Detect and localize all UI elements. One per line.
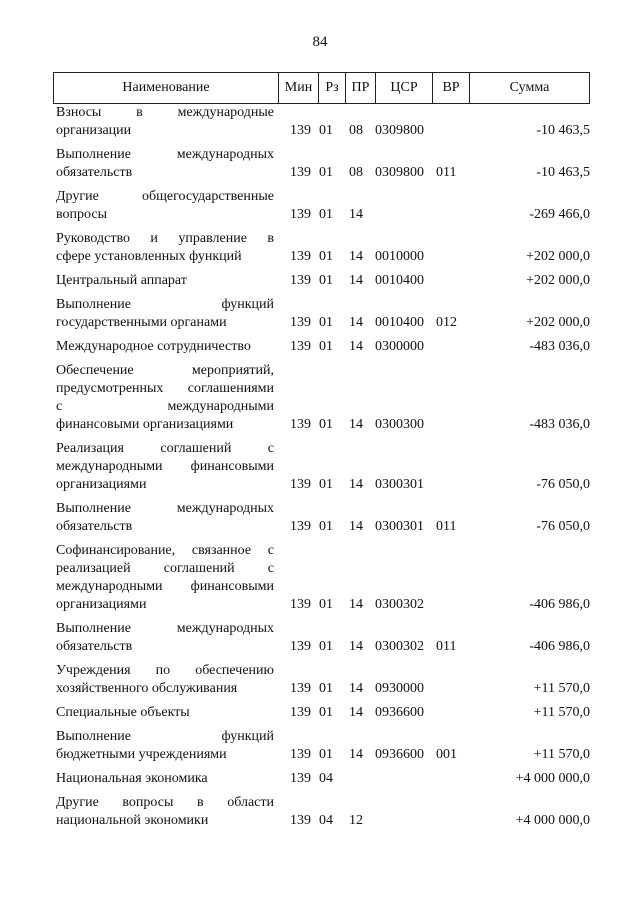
cell-csr: 0300000	[375, 339, 424, 354]
cell-rz: 01	[319, 249, 333, 264]
cell-min: 139	[290, 207, 311, 222]
table-row	[56, 296, 590, 332]
cell-min: 139	[290, 519, 311, 534]
row-name-line: Международное сотрудничество	[56, 339, 251, 354]
row-name-line: Национальная экономика	[56, 771, 208, 786]
row-name	[56, 542, 274, 614]
row-name-line: Выполнение функций	[56, 297, 274, 312]
cell-csr: 0010400	[375, 315, 424, 330]
cell-sum: -483 036,0	[529, 417, 590, 432]
row-name	[56, 104, 274, 140]
table-row	[56, 338, 590, 356]
cell-rz: 01	[319, 165, 333, 180]
table-row	[56, 620, 590, 656]
row-name	[56, 440, 274, 494]
header-pr: ПР	[345, 72, 375, 104]
cell-pr: 14	[349, 273, 363, 288]
cell-pr: 14	[349, 207, 363, 222]
cell-pr: 14	[349, 315, 363, 330]
cell-min: 139	[290, 705, 311, 720]
row-name	[56, 500, 274, 536]
cell-csr: 0309800	[375, 123, 424, 138]
table-row	[56, 146, 590, 182]
cell-sum: -269 466,0	[529, 207, 590, 222]
cell-csr: 0300301	[375, 519, 424, 534]
row-name-line: государственными органами	[56, 315, 227, 330]
cell-pr: 14	[349, 339, 363, 354]
cell-min: 139	[290, 123, 311, 138]
cell-rz: 01	[319, 747, 333, 762]
cell-rz: 01	[319, 639, 333, 654]
cell-min: 139	[290, 813, 311, 828]
table-row	[56, 500, 590, 536]
cell-vr: 001	[436, 747, 457, 762]
table-row	[56, 542, 590, 614]
cell-pr: 14	[349, 639, 363, 654]
cell-csr: 0010400	[375, 273, 424, 288]
cell-sum: -406 986,0	[529, 597, 590, 612]
table-row	[56, 272, 590, 290]
table-row	[56, 440, 590, 494]
cell-vr: 011	[436, 519, 457, 534]
header-csr: ЦСР	[375, 72, 432, 104]
cell-rz: 01	[319, 273, 333, 288]
row-name-line: международными финансовыми	[56, 459, 274, 474]
cell-pr: 14	[349, 519, 363, 534]
page-number: 84	[312, 34, 328, 50]
cell-rz: 01	[319, 597, 333, 612]
cell-csr: 0010000	[375, 249, 424, 264]
row-name-line: реализацией соглашений с	[56, 561, 274, 576]
row-name	[56, 338, 274, 356]
row-name	[56, 620, 274, 656]
row-name-line: сфере установленных функций	[56, 249, 242, 264]
row-name	[56, 662, 274, 698]
cell-pr: 12	[349, 813, 363, 828]
cell-sum: -76 050,0	[536, 477, 590, 492]
cell-pr: 08	[349, 165, 363, 180]
row-name-line: организации	[56, 123, 132, 138]
cell-min: 139	[290, 249, 311, 264]
cell-sum: +202 000,0	[526, 273, 590, 288]
cell-csr: 0309800	[375, 165, 424, 180]
cell-csr: 0936600	[375, 705, 424, 720]
cell-sum: +11 570,0	[533, 747, 590, 762]
header-min: Мин	[278, 72, 318, 104]
cell-rz: 01	[319, 339, 333, 354]
header-sum: Сумма	[469, 72, 590, 104]
row-name-line: Центральный аппарат	[56, 273, 187, 288]
table-row	[56, 770, 590, 788]
cell-sum: +11 570,0	[533, 705, 590, 720]
cell-min: 139	[290, 165, 311, 180]
row-name-line: Специальные объекты	[56, 705, 190, 720]
cell-sum: -406 986,0	[529, 639, 590, 654]
row-name	[56, 296, 274, 332]
row-name	[56, 272, 274, 290]
header-vr: ВР	[432, 72, 469, 104]
table-body	[56, 104, 590, 836]
table-row	[56, 188, 590, 224]
row-name-line: Взносы в международные	[56, 105, 274, 120]
cell-sum: -10 463,5	[536, 165, 590, 180]
cell-min: 139	[290, 339, 311, 354]
cell-sum: -10 463,5	[536, 123, 590, 138]
row-name-line: хозяйственного обслуживания	[56, 681, 238, 696]
cell-rz: 04	[319, 771, 333, 786]
table-header	[53, 72, 590, 104]
row-name-line: Учреждения по обеспечению	[56, 663, 274, 678]
row-name-line: обязательств	[56, 519, 133, 534]
row-name	[56, 728, 274, 764]
cell-rz: 01	[319, 315, 333, 330]
cell-sum: -483 036,0	[529, 339, 590, 354]
row-name	[56, 230, 274, 266]
row-name-line: вопросы	[56, 207, 107, 222]
table-row	[56, 230, 590, 266]
cell-min: 139	[290, 681, 311, 696]
table-row	[56, 362, 590, 434]
row-name-line: Выполнение функций	[56, 729, 274, 744]
cell-sum: +202 000,0	[526, 249, 590, 264]
cell-rz: 01	[319, 417, 333, 432]
row-name	[56, 704, 274, 722]
table-row	[56, 104, 590, 140]
row-name	[56, 794, 274, 830]
cell-vr: 011	[436, 165, 457, 180]
row-name-line: обязательств	[56, 639, 133, 654]
cell-sum: +202 000,0	[526, 315, 590, 330]
table-row	[56, 794, 590, 830]
cell-rz: 01	[319, 477, 333, 492]
cell-rz: 04	[319, 813, 333, 828]
table-row	[56, 728, 590, 764]
row-name-line: с международными	[56, 399, 274, 414]
row-name	[56, 362, 274, 434]
row-name-line: Реализация соглашений с	[56, 441, 274, 456]
cell-csr: 0300301	[375, 477, 424, 492]
cell-vr: 011	[436, 639, 457, 654]
row-name-line: национальной экономики	[56, 813, 209, 828]
cell-pr: 08	[349, 123, 363, 138]
header-rz: Рз	[318, 72, 345, 104]
cell-rz: 01	[319, 705, 333, 720]
row-name-line: Другие общегосударственные	[56, 189, 274, 204]
row-name-line: бюджетными учреждениями	[56, 747, 227, 762]
cell-min: 139	[290, 771, 311, 786]
cell-pr: 14	[349, 249, 363, 264]
cell-csr: 0300302	[375, 639, 424, 654]
cell-pr: 14	[349, 705, 363, 720]
row-name-line: организациями	[56, 477, 147, 492]
row-name	[56, 188, 274, 224]
cell-sum: +4 000 000,0	[515, 813, 590, 828]
cell-min: 139	[290, 273, 311, 288]
cell-rz: 01	[319, 207, 333, 222]
cell-pr: 14	[349, 681, 363, 696]
cell-rz: 01	[319, 681, 333, 696]
cell-min: 139	[290, 639, 311, 654]
row-name-line: предусмотренных соглашениями	[56, 381, 274, 396]
row-name-line: Выполнение международных	[56, 621, 274, 636]
cell-csr: 0936600	[375, 747, 424, 762]
cell-sum: -76 050,0	[536, 519, 590, 534]
row-name-line: Софинансирование, связанное с	[56, 543, 274, 558]
row-name-line: международными финансовыми	[56, 579, 274, 594]
row-name-line: Выполнение международных	[56, 501, 274, 516]
cell-pr: 14	[349, 747, 363, 762]
cell-rz: 01	[319, 123, 333, 138]
cell-min: 139	[290, 315, 311, 330]
row-name-line: Обеспечение мероприятий,	[56, 363, 274, 378]
row-name-line: организациями	[56, 597, 147, 612]
cell-pr: 14	[349, 477, 363, 492]
cell-min: 139	[290, 417, 311, 432]
cell-vr: 012	[436, 315, 457, 330]
cell-min: 139	[290, 597, 311, 612]
cell-min: 139	[290, 477, 311, 492]
row-name-line: обязательств	[56, 165, 133, 180]
header-name: Наименование	[53, 72, 278, 104]
cell-min: 139	[290, 747, 311, 762]
row-name-line: Руководство и управление в	[56, 231, 274, 246]
table-row	[56, 662, 590, 698]
row-name-line: Другие вопросы в области	[56, 795, 274, 810]
cell-sum: +4 000 000,0	[515, 771, 590, 786]
cell-sum: +11 570,0	[533, 681, 590, 696]
cell-rz: 01	[319, 519, 333, 534]
row-name-line: Выполнение международных	[56, 147, 274, 162]
table-row	[56, 704, 590, 722]
cell-pr: 14	[349, 417, 363, 432]
cell-pr: 14	[349, 597, 363, 612]
row-name	[56, 770, 274, 788]
cell-csr: 0300300	[375, 417, 424, 432]
cell-csr: 0930000	[375, 681, 424, 696]
cell-csr: 0300302	[375, 597, 424, 612]
row-name-line: финансовыми организациями	[56, 417, 234, 432]
row-name	[56, 146, 274, 182]
